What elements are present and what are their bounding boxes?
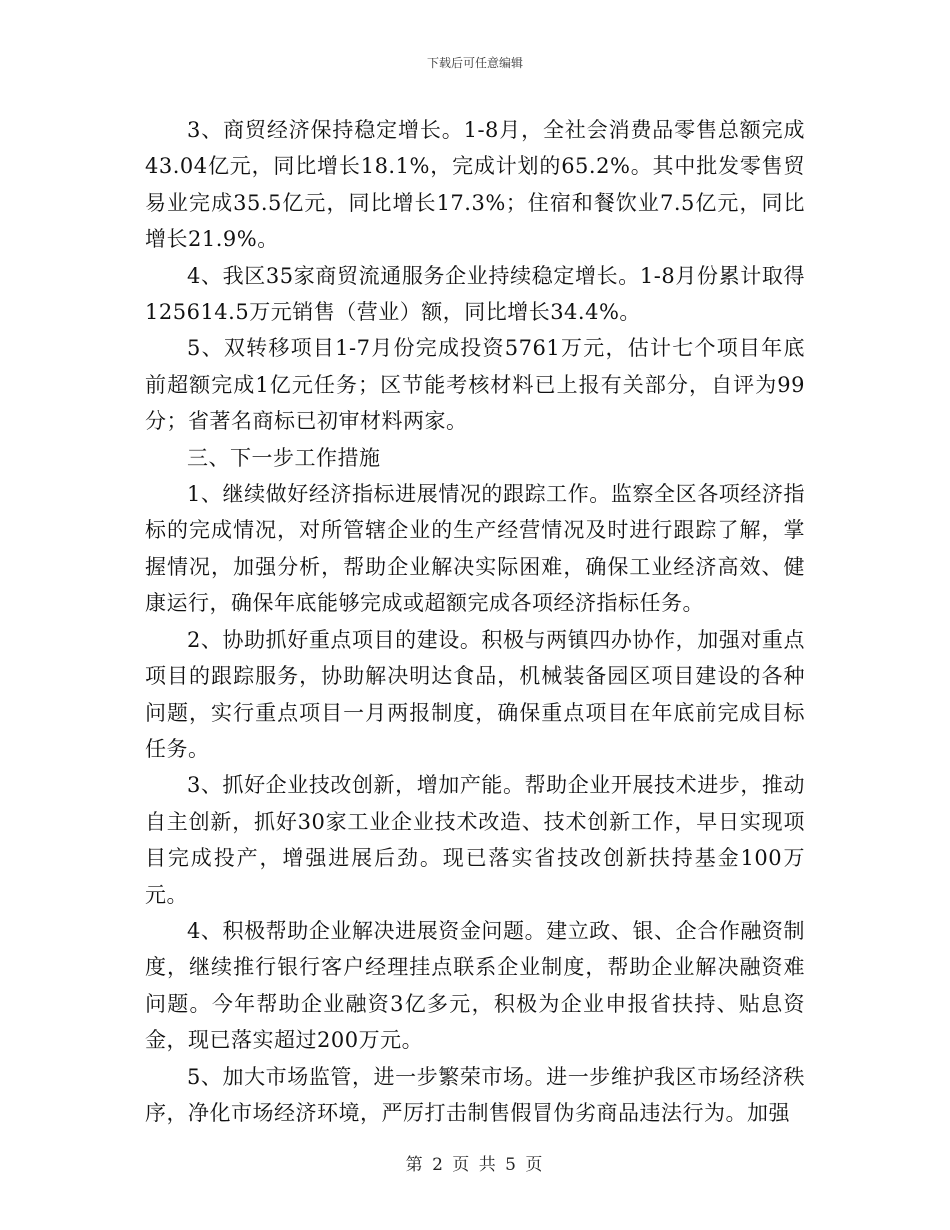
paragraph-service-enterprises: 4、我区35家商贸流通服务企业持续稳定增长。1-8月份累计取得125614.5万元销售（营业）额，同比增长34.4%。 (145, 263, 805, 325)
paragraph-financing: 4、积极帮助企业解决进展资金问题。建立政、银、企合作融资制度，继续推行银行客户经理挂点联系企业制度，帮助企业解决融资难问题。今年帮助企业融资3亿多元，积极为企业申报省扶持、贴息资金，现已落实超过200万元。 (145, 918, 805, 1053)
document-body (145, 112, 805, 1131)
page-header: 下载后可任意编辑 (426, 56, 523, 70)
paragraph-dual-transfer: 5、双转移项目1-7月份完成投资5761万元，估计七个项目年底前超额完成1亿元任务；区节能考核材料已上报有关部分，自评为99分；省著名商标已初审材料两家。 (145, 336, 805, 434)
section-heading-next-steps: 三、下一步工作措施 (187, 445, 381, 470)
page-number-footer: 第 2 页 共 5 页 (405, 1155, 545, 1175)
paragraph-tech-innovation: 3、抓好企业技改创新，增加产能。帮助企业开展技术进步，推动自主创新，抓好30家工业企业技术改造、技术创新工作，早日实现项目完成投产，增强进展后劲。现已落实省技改创新扶持基金100万元。 (145, 773, 805, 907)
paragraph-market-supervision: 5、加大市场监管，进一步繁荣市场。进一步维护我区市场经济秩序，净化市场经济环境，严厉打击制售假冒伪劣商品违法行为。加强 (145, 1064, 805, 1125)
paragraph-key-projects: 2、协助抓好重点项目的建设。积极与两镇四办协作，加强对重点项目的跟踪服务，协助解决明达食品，机械装备园区项目建设的各种问题，实行重点项目一月两报制度，确保重点项目在年底前完成目标任务。 (145, 627, 805, 761)
paragraph-indicator-tracking: 1、继续做好经济指标进展情况的跟踪工作。监察全区各项经济指标的完成情况，对所管辖企业的生产经营情况及时进行跟踪了解，掌握情况，加强分析，帮助企业解决实际困难，确保工业经济高效、健康运行，确保年底能够完成或超额完成各项经济指标任务。 (145, 482, 805, 616)
paragraph-commerce-growth: 3、商贸经济保持稳定增长。1-8月，全社会消费品零售总额完成43.04亿元，同比增长18.1%，完成计划的65.2%。其中批发零售贸易业完成35.5亿元，同比增长17.3%；住宿和餐饮业7.5亿元，同比增长21.9%。 (145, 118, 805, 252)
